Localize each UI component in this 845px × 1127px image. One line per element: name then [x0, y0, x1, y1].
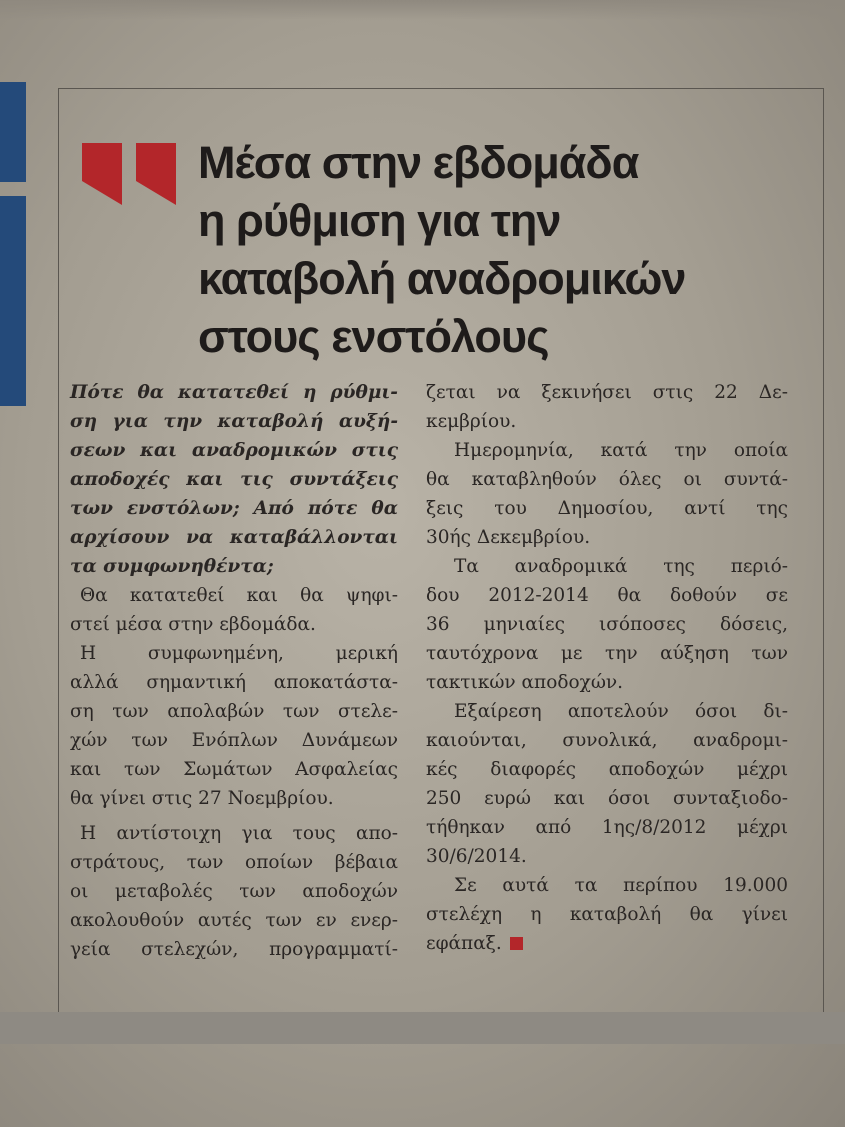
- text-line: στεί μέσα στην εβδομάδα.: [70, 614, 316, 635]
- article-headline: [198, 134, 798, 366]
- headline-line: καταβολή αναδρομικών: [198, 253, 686, 304]
- text-line: σεων και αναδρομικών στις: [70, 440, 398, 461]
- text-line: αρχίσουν να καταβάλλονται: [70, 527, 398, 548]
- quote-mark-icon: [82, 143, 190, 207]
- headline-line: Μέσα στην εβδομάδα: [198, 137, 639, 188]
- text-line: Εξαίρεση αποτελούν όσοι δι-: [454, 701, 788, 722]
- text-line: αποδοχές και τις συντάξεις: [70, 469, 398, 490]
- headline-line: στους ενστόλους: [198, 311, 549, 362]
- article-column-left: [70, 378, 398, 964]
- text-line: στελέχη η καταβολή θα γίνει: [426, 904, 788, 925]
- text-line: ταυτόχρονα με την αύξηση των: [426, 643, 788, 664]
- text-line: 36 μηνιαίες ισόποσες δόσεις,: [426, 614, 788, 635]
- text-line: τακτικών αποδοχών.: [426, 672, 624, 693]
- text-line: κεμβρίου.: [426, 411, 517, 432]
- question-paragraph: [70, 378, 398, 581]
- text-line: ση των απολαβών των στελε-: [70, 701, 398, 722]
- text-line: αλλά σημαντική αποκατάστα-: [70, 672, 398, 693]
- text-line: και των Σωμάτων Ασφαλείας: [70, 759, 398, 780]
- adjacent-page-blue-strip: [0, 196, 26, 406]
- text-line: στράτους, των οποίων βέβαια: [70, 852, 398, 873]
- text-line: Ημερομηνία, κατά την οποία: [454, 440, 788, 461]
- text-line: 30ής Δεκεμβρίου.: [426, 527, 591, 548]
- text-line: τήθηκαν από 1ης/8/2012 μέχρι: [426, 817, 788, 838]
- text-line: 250 ευρώ και όσοι συνταξιοδο-: [426, 788, 788, 809]
- text-line: γεία στελεχών, προγραμματί-: [70, 939, 398, 960]
- text-line: Τα αναδρομικά της περιό-: [454, 556, 788, 577]
- page-top-shadow: [0, 0, 845, 20]
- end-mark-icon: [510, 937, 523, 950]
- text-line: Σε αυτά τα περίπου 19.000: [454, 875, 788, 896]
- final-line: [426, 929, 788, 958]
- text-line: ζεται να ξεκινήσει στις 22 Δε-: [426, 382, 788, 403]
- text-line: κές διαφορές αποδοχών μέχρι: [426, 759, 788, 780]
- text-line: ακολουθούν αυτές των εν ενερ-: [70, 910, 398, 931]
- text-line: εφάπαξ.: [426, 933, 502, 954]
- text-line: ξεις του Δημοσίου, αντί της: [426, 498, 788, 519]
- text-line: καιούνται, συνολικά, αναδρομι-: [426, 730, 788, 751]
- text-line: θα καταβληθούν όλες οι συντά-: [426, 469, 788, 490]
- text-line: δου 2012-2014 θα δοθούν σε: [426, 585, 788, 606]
- text-line: Θα κατατεθεί και θα ψηφι-: [80, 585, 398, 606]
- text-line: Η συμφωνημένη, μερική: [80, 643, 398, 664]
- text-line: οι μεταβολές των αποδοχών: [70, 881, 398, 902]
- text-line: τα συμφωνηθέντα;: [70, 556, 274, 577]
- text-line: ση για την καταβολή αυξή-: [70, 411, 398, 432]
- text-line: των ενστόλων; Από πότε θα: [70, 498, 398, 519]
- adjacent-page-blue-strip: [0, 82, 26, 182]
- article-column-right: [426, 378, 788, 958]
- page-bottom-band: [0, 1012, 845, 1044]
- text-line: Η αντίστοιχη για τους απο-: [80, 823, 398, 844]
- text-line: θα γίνει στις 27 Νοεμβρίου.: [70, 788, 334, 809]
- text-line: Πότε θα κατατεθεί η ρύθμι-: [70, 382, 398, 403]
- text-line: χών των Ενόπλων Δυνάμεων: [70, 730, 398, 751]
- text-line: 30/6/2014.: [426, 846, 527, 867]
- headline-line: η ρύθμιση για την: [198, 195, 561, 246]
